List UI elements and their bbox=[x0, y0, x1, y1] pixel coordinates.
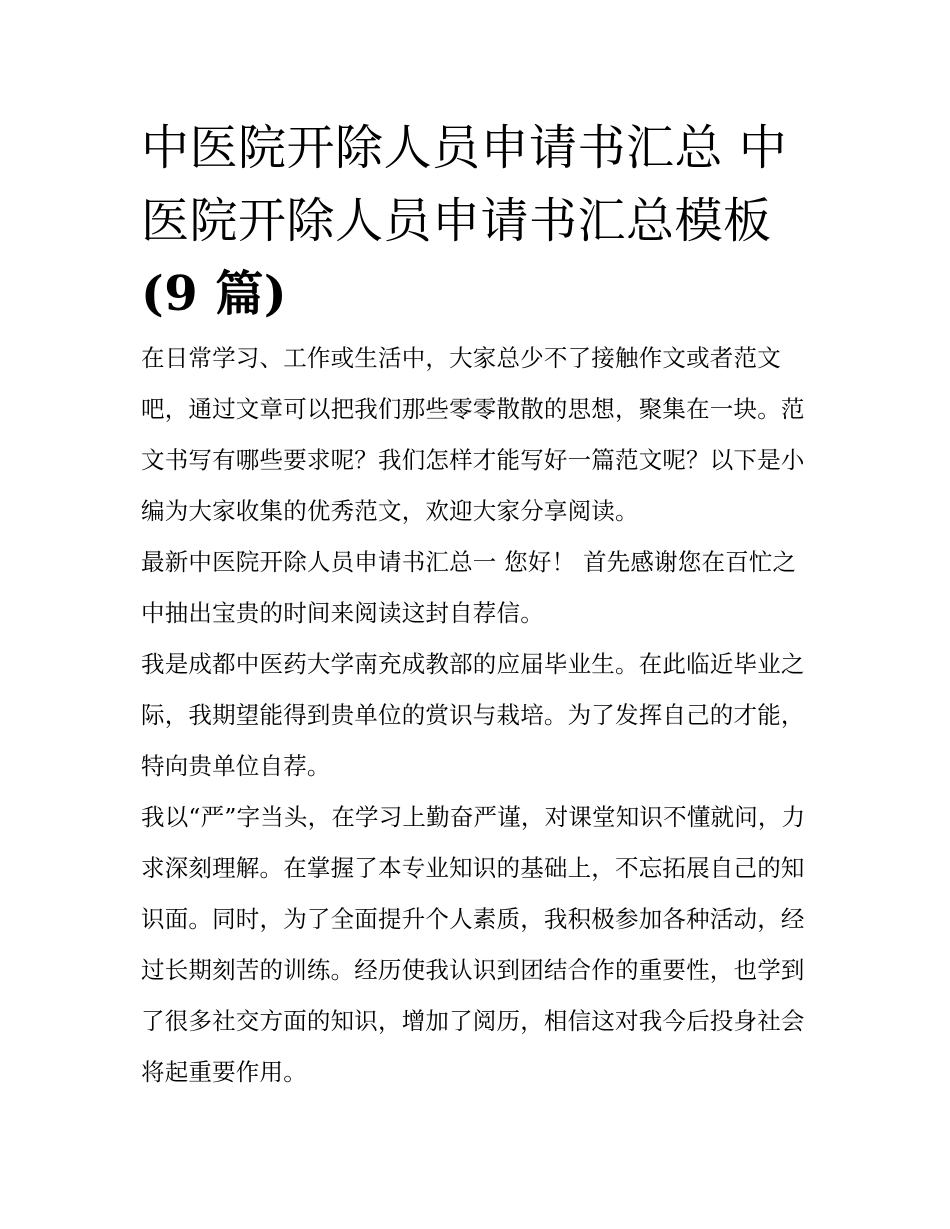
paragraph-study: 我以“严”字当头，在学习上勤奋严谨，对课堂知识不懂就问，力求深刻理解。在掌握了本专业知识的基础上，不忘拓展自己的知识面。同时，为了全面提升个人素质，我积极参加各种活动，经过长期刻苦的训练。经历使我认识到团结合作的重要性，也学到了很多社交方面的知识，增加了阅历，相信这对我今后投身社会将起重要作用。 bbox=[141, 803, 806, 1086]
title-line-2: 医院开除人员申请书汇总模板 bbox=[141, 193, 772, 249]
paragraph-greeting: 最新中医院开除人员申请书汇总一 您好！ 首先感谢您在百忙之中抽出宝贵的时间来阅读这封自荐信。 bbox=[141, 548, 797, 627]
paragraph-intro: 在日常学习、工作或生活中，大家总少不了接触作文或者范文吧，通过文章可以把我们那些零零散散的思想，聚集在一块。范文书写有哪些要求呢？我们怎样才能写好一篇范文呢？以下是小编为大家收集的优秀范文，欢迎大家分享阅读。 bbox=[141, 344, 805, 525]
paragraph-self-intro: 我是成都中医药大学南充成教部的应届毕业生。在此临近毕业之际，我期望能得到贵单位的赏识与栽培。为了发挥自己的才能，特向贵单位自荐。 bbox=[141, 650, 805, 780]
title-line-1: 中医院开除人员申请书汇总 中 bbox=[141, 120, 788, 176]
title-line-3: (9 篇) bbox=[141, 266, 288, 322]
document-title bbox=[141, 112, 817, 331]
document-content bbox=[141, 112, 817, 1098]
